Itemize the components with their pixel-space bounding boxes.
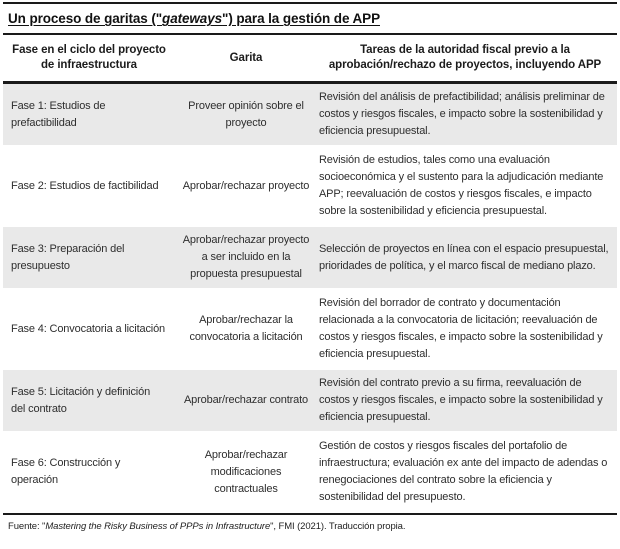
cell-garita: Aprobar/rechazar proyecto a ser incluido en la propuesta presupuestal [182,234,310,280]
cell-garita: Aprobar/rechazar la convocatoria a licitación [189,314,303,343]
cell-fase: Fase 6: Construcción y operación [11,457,121,486]
cell-fase: Fase 2: Estudios de factibilidad [11,179,159,192]
table-title [8,11,617,26]
table-header-row [3,35,617,81]
cell-garita: Aprobar/rechazar contrato [183,394,309,406]
source-prefix: Fuente: " [8,521,46,532]
cell-tareas: Revisión de estudios, tales como una evaluación socioeconómica y el sustento para la adjudicación mediante APP; reevaluación de costos y riesgos fiscales, e impacto sobre la sostenibilidad y eficiencia presupuestal. [319,154,604,217]
source-italic: Mastering the Risky Business of PPPs in Infrastructure [45,521,271,532]
title-text-pre: Un proceso de garitas (" [8,11,163,26]
table-row [3,290,617,370]
cell-tareas: Gestión de costos y riesgos fiscales del portafolio de infraestructura; evaluación ex ante del impacto de adendas o renegociaciones del contrato sobre la eficiencia y sostenibilidad del presupuesto. [319,440,608,503]
header-tareas: Tareas de la autoridad fiscal previo a la aprobación/rechazo de proyectos, incluyendo APP [328,44,602,71]
top-rule [3,2,617,4]
title-text-post: ") para la gestión de APP [222,11,380,26]
cell-tareas: Revisión del análisis de prefactibilidad; análisis preliminar de costos y riesgos fiscales, e impacto sobre la sostenibilidad y eficiencia presupuestal. [319,91,605,137]
table-row [3,227,617,290]
cell-tareas: Revisión del contrato previo a su firma, reevaluación de costos y riesgos fiscales, e impacto sobre la sostenibilidad y eficiencia presupuestal. [319,377,603,423]
table-row [3,433,617,513]
cell-fase: Fase 4: Convocatoria a licitación [11,322,166,335]
cell-fase: Fase 1: Estudios de prefactibilidad [11,99,106,129]
cell-fase: Fase 3: Preparación del presupuesto [11,242,125,272]
table-row [3,84,617,147]
cell-garita: Aprobar/rechazar modificaciones contractuales [204,448,288,495]
cell-tareas: Selección de proyectos en línea con el espacio presupuestal, prioridades de política, y el marco fiscal de mediano plazo. [319,242,609,272]
bottom-rule [3,513,617,515]
table-row [3,147,617,227]
source-note [8,521,617,532]
header-garita: Garita [229,51,263,64]
cell-tareas: Revisión del borrador de contrato y documentación relacionada a la convocatoria de licitación; reevaluación de costos y riesgos fiscales, e impacto sobre la sostenibilidad y eficiencia presupuestal. [319,297,603,360]
source-suffix: ", FMI (2021). Traducción propia. [270,521,406,532]
cell-fase: Fase 5: Licitación y definición del contrato [11,385,151,415]
table-row [3,370,617,433]
cell-garita: Proveer opinión sobre el proyecto [188,99,304,129]
cell-garita: Aprobar/rechazar proyecto [182,179,310,192]
header-fase: Fase en el ciclo del proyecto de infraestructura [12,44,166,71]
title-text-italic: gateways [162,11,223,26]
